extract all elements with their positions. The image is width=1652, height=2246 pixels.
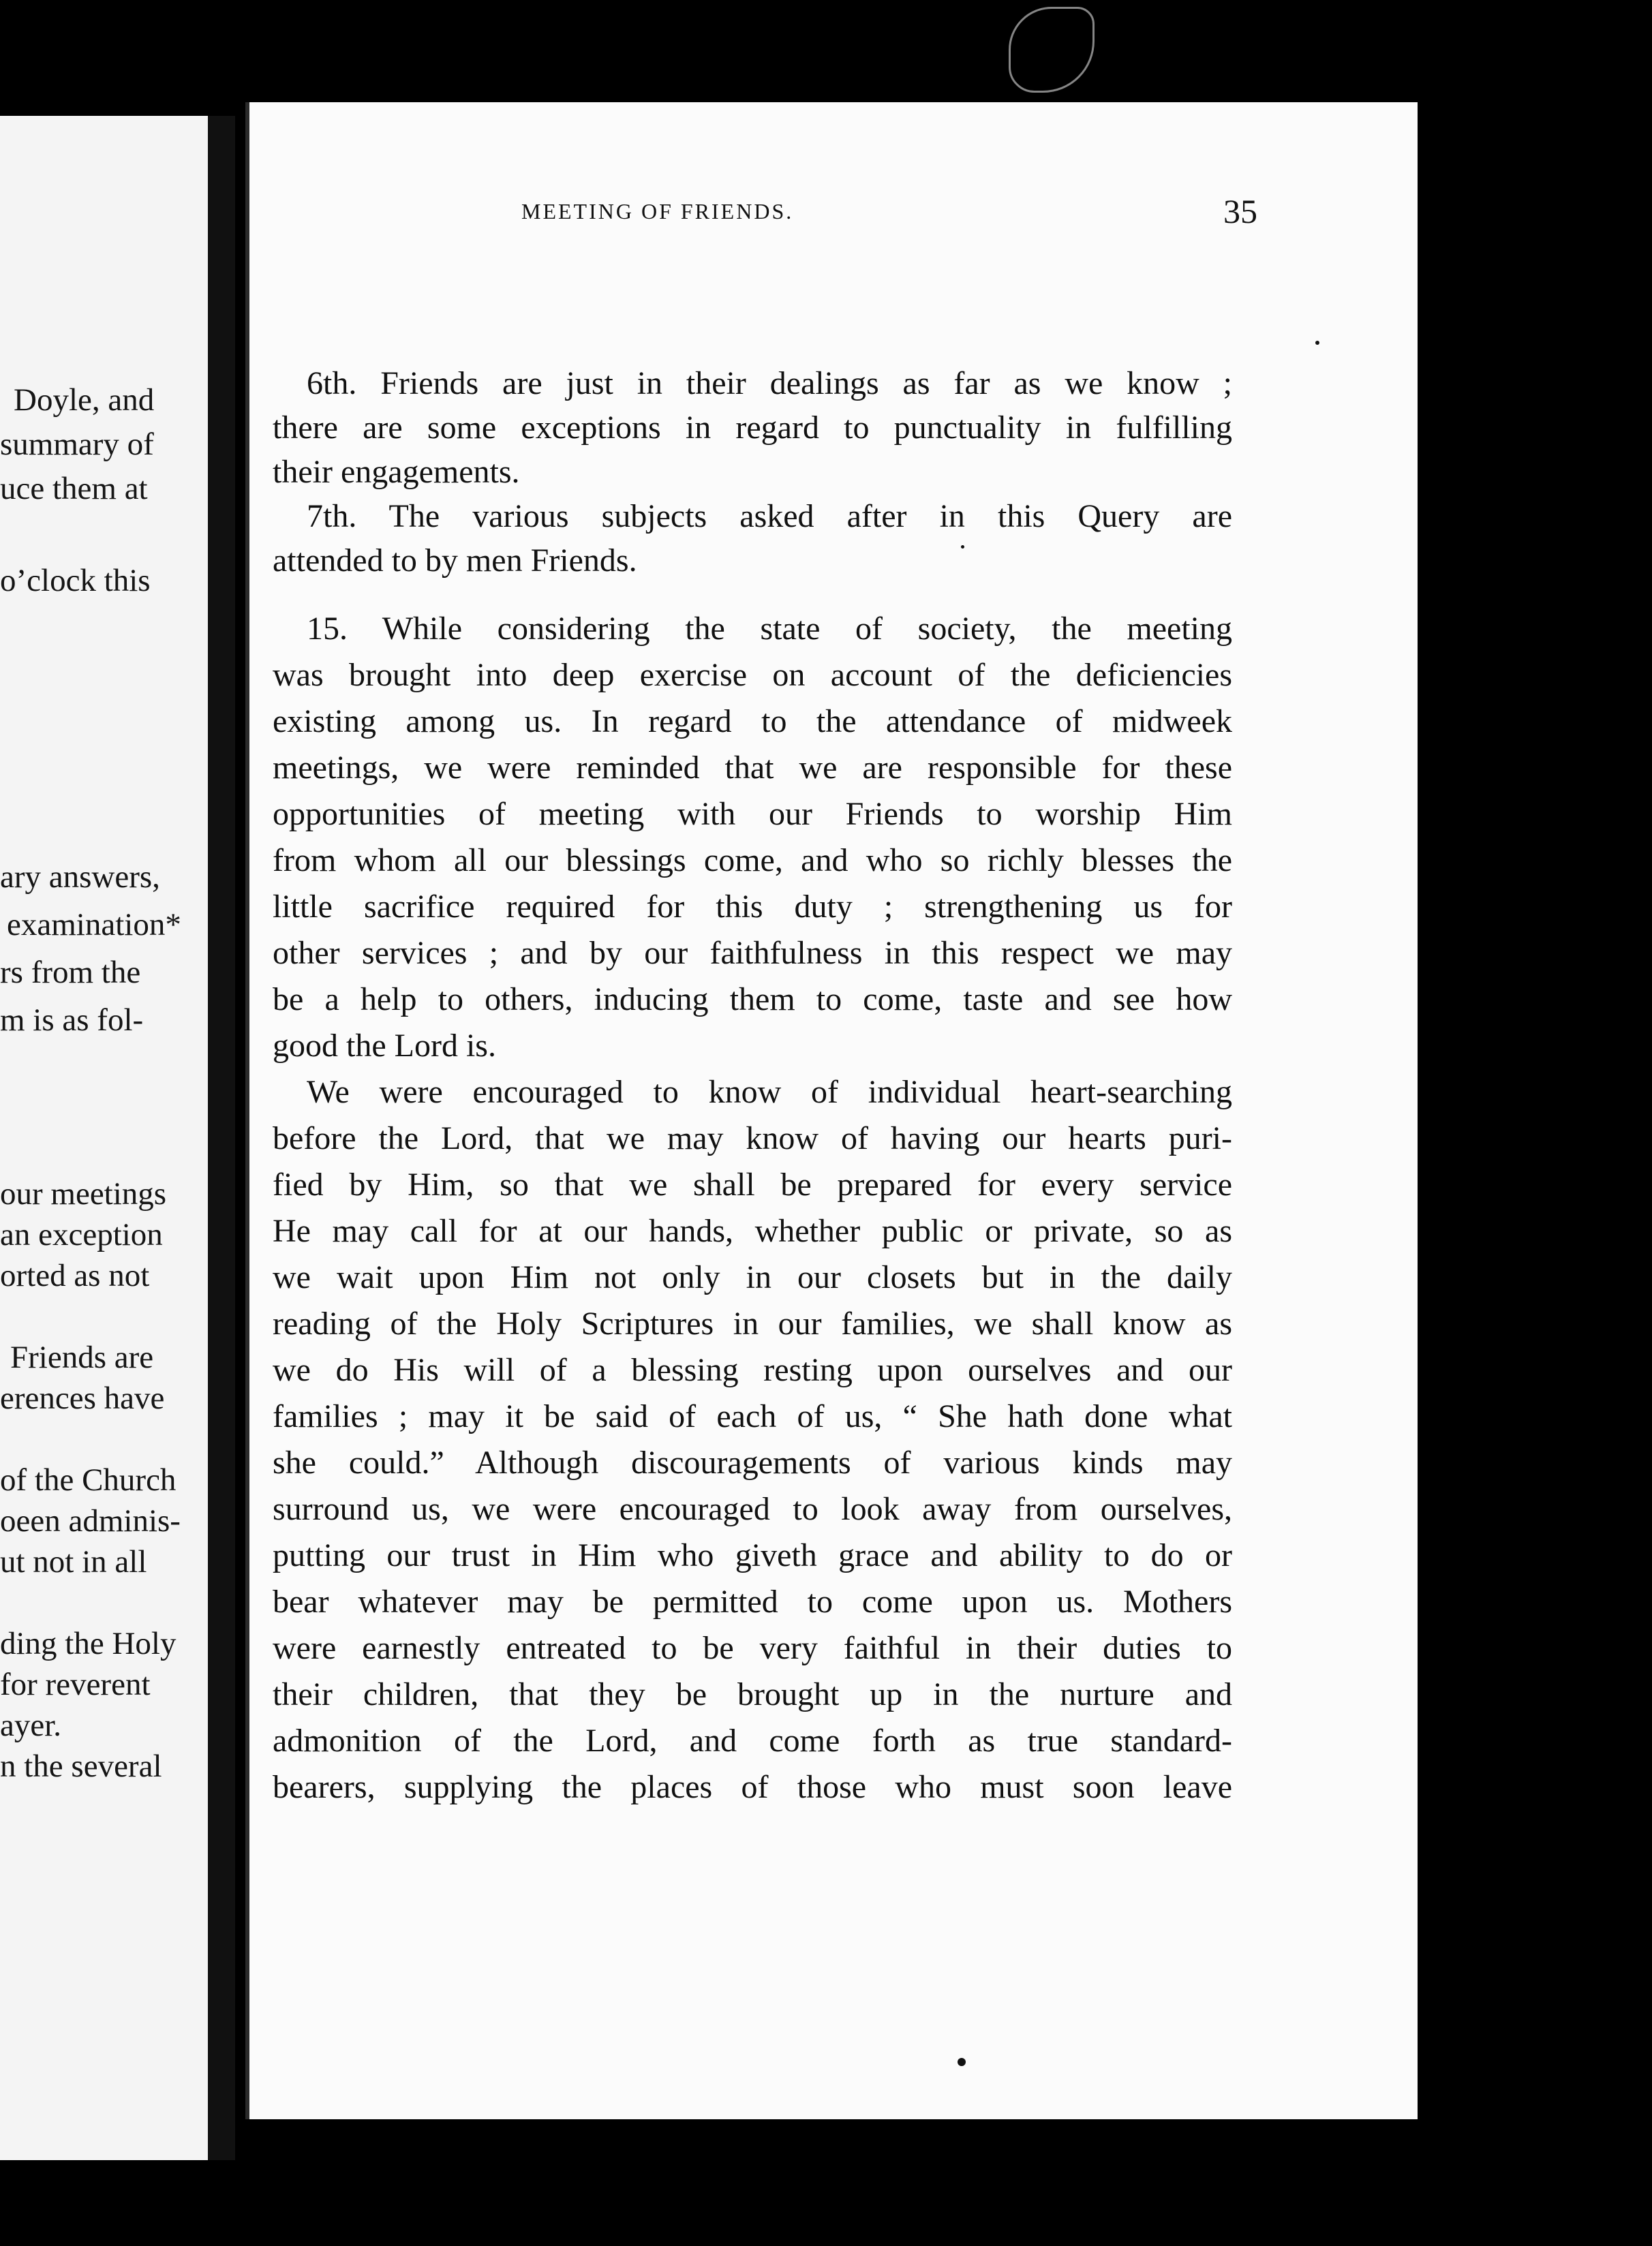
specks <box>1315 341 1319 345</box>
right-page <box>245 102 1418 2119</box>
text-line: 7th. The various subjects asked after in this Query are <box>307 498 1232 534</box>
text-line: from whom all our blessings come, and who so richly blesses the <box>273 842 1232 878</box>
left-line: m is as fol- <box>0 1002 144 1038</box>
page-number: 35 <box>1223 192 1257 230</box>
left-line: ut not in all <box>0 1544 147 1580</box>
text-line: 15. While considering the state of society, the meeting <box>307 611 1232 647</box>
left-line: ary answers, <box>0 859 160 895</box>
left-line: Friends are <box>10 1340 154 1375</box>
text-line: fied by Him, so that we shall be prepared for every service <box>273 1167 1232 1203</box>
text-line: putting our trust in Him who giveth grace and ability to do or <box>273 1537 1232 1573</box>
text-line: be a help to others, inducing them to come, taste and see how <box>273 981 1232 1017</box>
text-line: she could.” Although discouragements of various kinds may <box>273 1445 1232 1481</box>
left-line: uce them at <box>0 471 148 506</box>
text-line: little sacrifice required for this duty ; strengthening us for <box>273 889 1232 925</box>
text-line: admonition of the Lord, and come forth as true standard- <box>273 1723 1232 1759</box>
text-line: opportunities of meeting with our Friends to worship Him <box>273 796 1232 832</box>
film-scratch <box>1009 7 1095 93</box>
text-line: before the Lord, that we may know of having our hearts puri- <box>273 1120 1232 1156</box>
text-line: we wait upon Him not only in our closets but in the daily <box>273 1259 1232 1295</box>
text-line: their engagements. <box>273 454 520 490</box>
left-line: examination* <box>7 907 181 942</box>
text-line: families ; may it be said of each of us, “ She hath done what <box>273 1398 1232 1434</box>
left-line: of the Church <box>0 1462 177 1498</box>
left-line: our meetings <box>0 1176 167 1212</box>
text-line: bear whatever may be permitted to come upon us. Mothers <box>273 1584 1232 1620</box>
left-line: oeen adminis- <box>0 1503 181 1539</box>
left-line: orted as not <box>0 1258 150 1293</box>
text-line: We were encouraged to know of individual heart-searching <box>307 1074 1232 1110</box>
text-line: bearers, supplying the places of those who must soon leave <box>273 1769 1232 1805</box>
left-line: n the several <box>0 1749 162 1784</box>
left-line: ayer. <box>0 1708 62 1743</box>
text-line: reading of the Holy Scriptures in our families, we shall know as <box>273 1306 1232 1342</box>
left-line: for reverent <box>0 1667 151 1702</box>
text-line: their children, that they be brought up in the nurture and <box>273 1676 1232 1712</box>
text-line: was brought into deep exercise on account of the deficiencies <box>273 657 1232 693</box>
left-line: rs from the <box>0 955 141 990</box>
book-spine <box>208 116 235 2160</box>
text-line: other services ; and by our faithfulness in this respect we may <box>273 935 1232 971</box>
specks <box>958 2058 966 2066</box>
text-line: surround us, we were encouraged to look away from ourselves, <box>273 1491 1232 1527</box>
text-line: He may call for at our hands, whether public or private, so as <box>273 1213 1232 1249</box>
left-line: Doyle, and <box>14 382 155 418</box>
left-line: ding the Holy <box>0 1626 177 1661</box>
left-line: erences have <box>0 1381 165 1416</box>
text-line: we do His will of a blessing resting upon ourselves and our <box>273 1352 1232 1388</box>
text-line: meetings, we were reminded that we are responsible for these <box>273 750 1232 786</box>
left-line: an exception <box>0 1217 163 1252</box>
text-line: there are some exceptions in regard to punctuality in fulfilling <box>273 410 1232 446</box>
text-line: were earnestly entreated to be very faithful in their duties to <box>273 1630 1232 1666</box>
text-line: existing among us. In regard to the attendance of midweek <box>273 703 1232 739</box>
left-page <box>0 116 232 2160</box>
left-line: summary of <box>0 427 154 462</box>
text-line: 6th. Friends are just in their dealings as far as we know ; <box>307 365 1232 401</box>
running-head: MEETING OF FRIENDS. <box>521 198 794 224</box>
text-line: good the Lord is. <box>273 1028 496 1064</box>
specks <box>961 545 964 549</box>
text-line: attended to by men Friends. <box>273 542 637 579</box>
left-line: o’clock this <box>0 563 151 598</box>
page-header <box>331 187 1257 235</box>
